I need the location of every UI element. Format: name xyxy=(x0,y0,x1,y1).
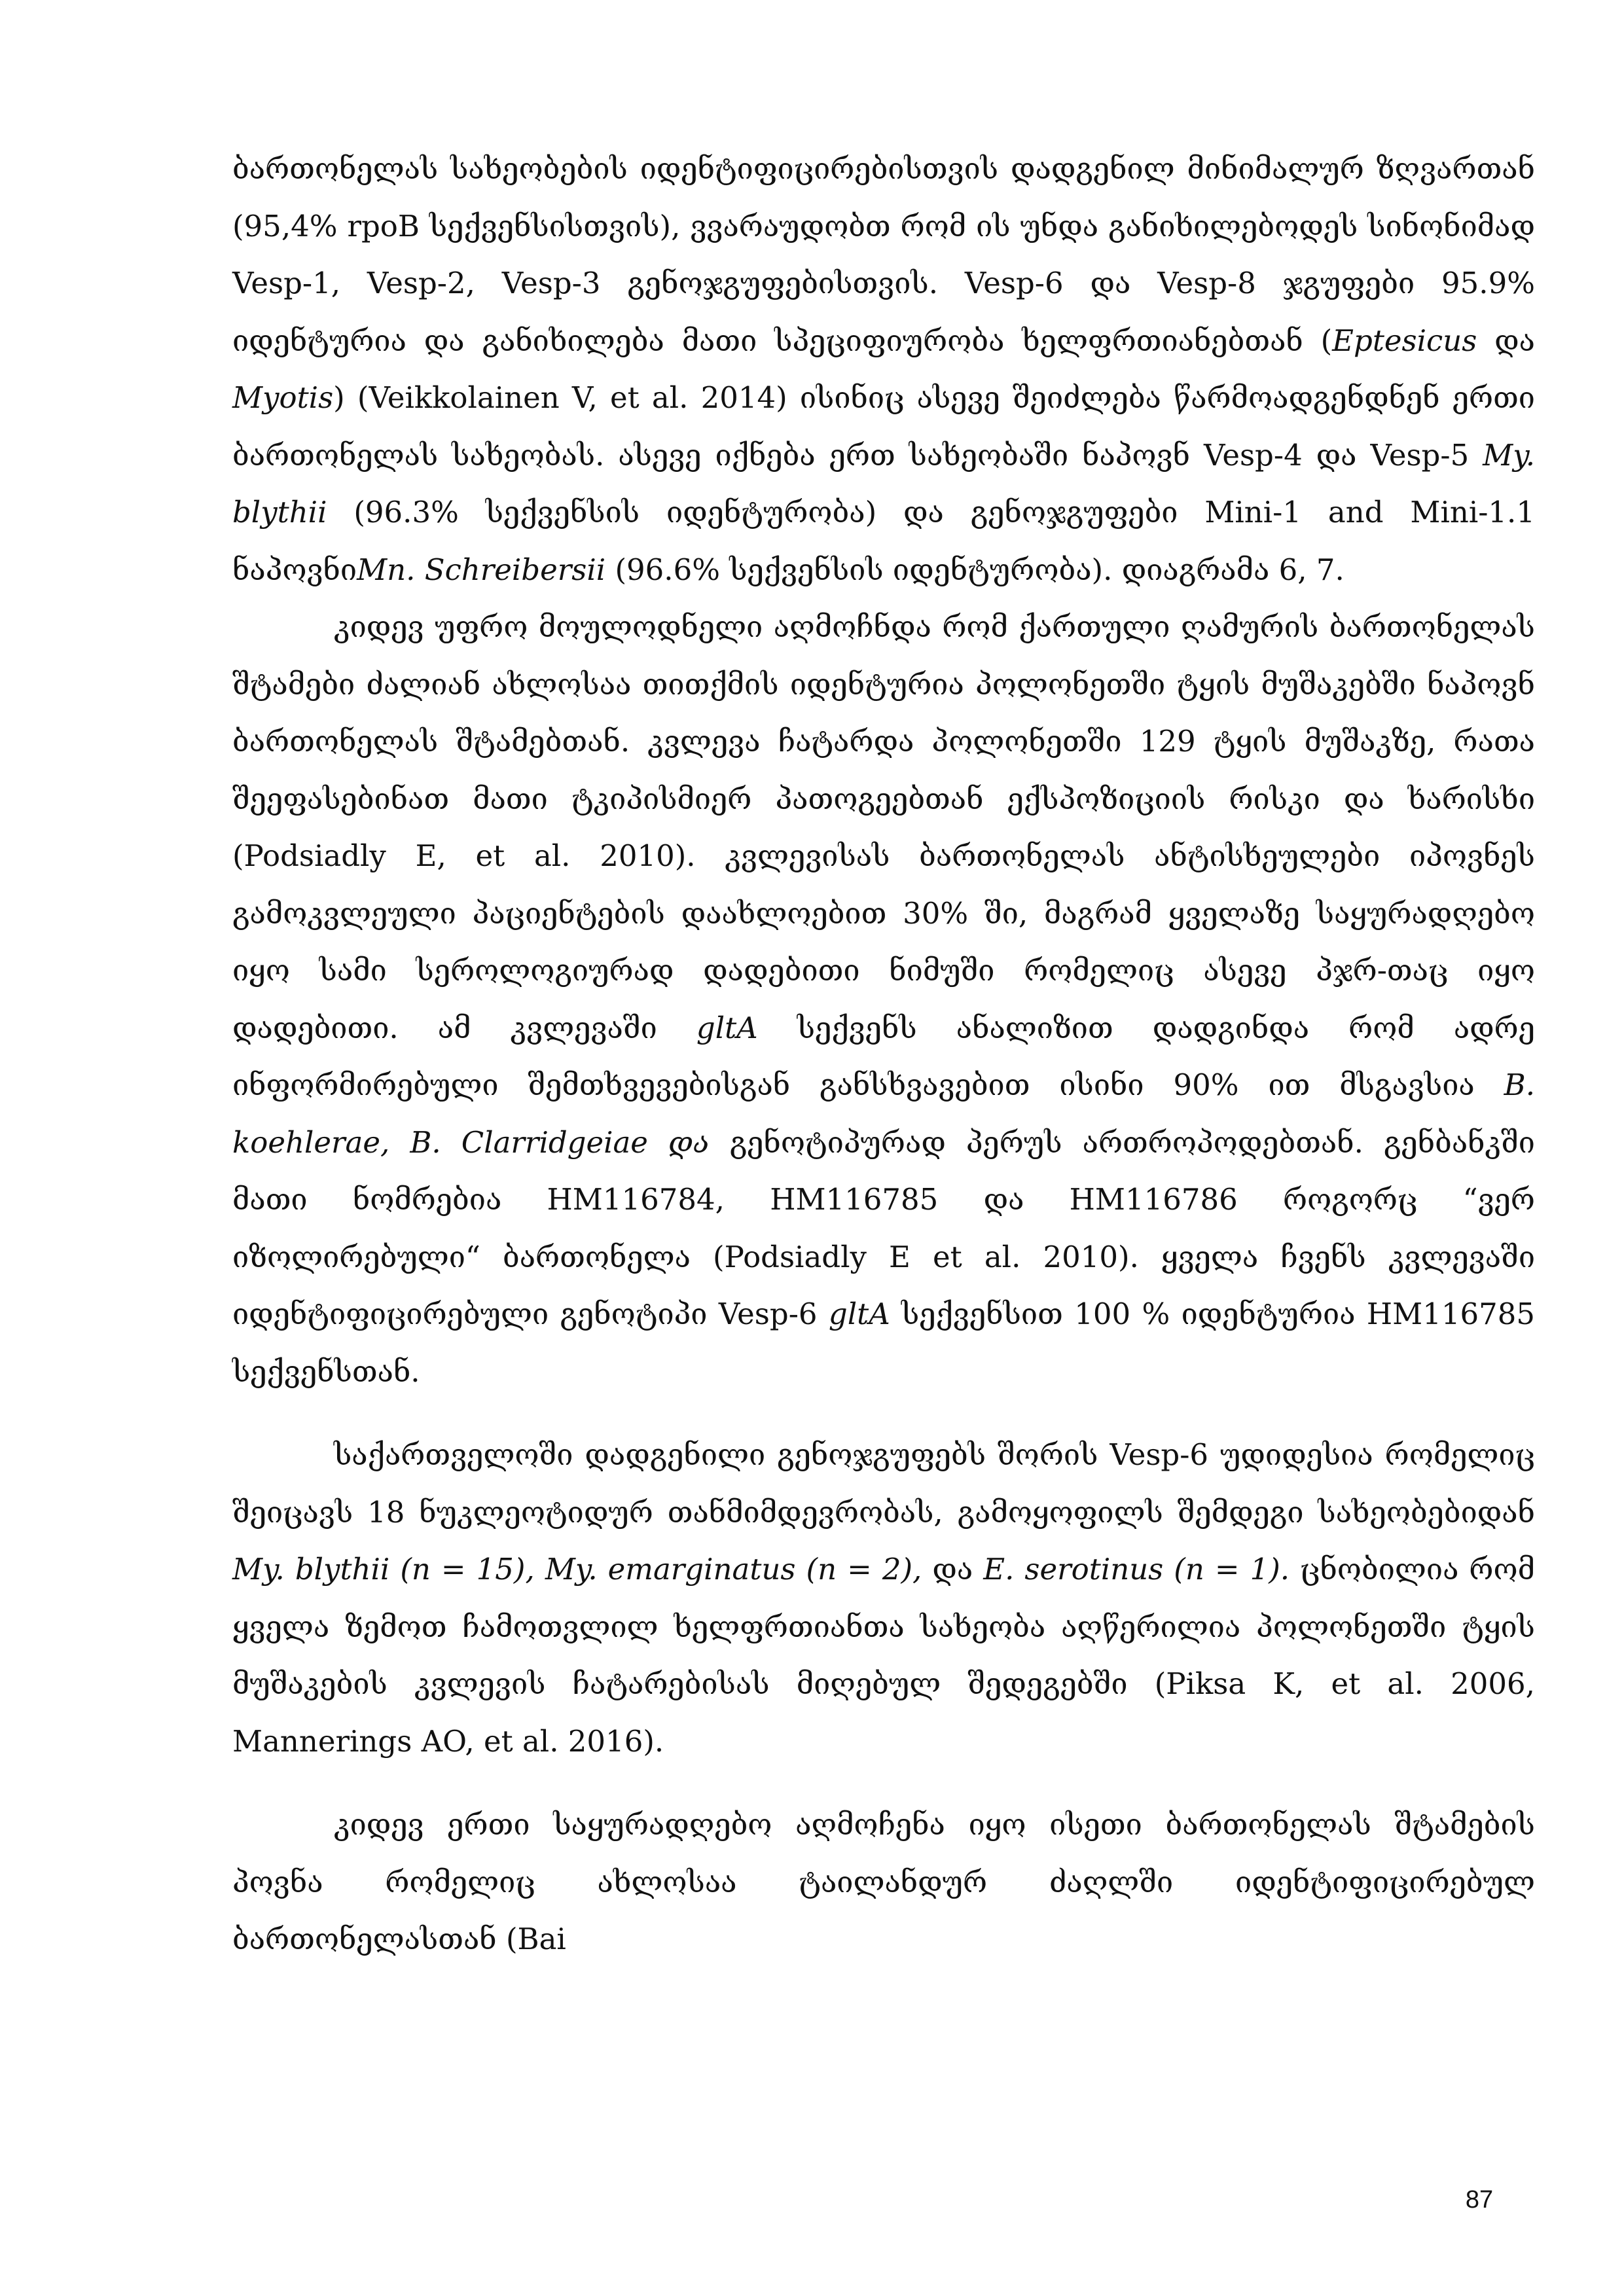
p1-seg-1: Eptesicus xyxy=(1332,323,1477,358)
paragraph-1 xyxy=(232,140,1535,598)
p1-seg-5: My. blythii xyxy=(232,437,1535,529)
paragraph-3 xyxy=(232,1426,1535,1770)
p2-seg-0: კიდევ უფრო მოულოდნელი აღმოჩნდა რომ ქართული ღამურის ბართონელას შტამები ძალიან ახლოსაა თითქმის იდენტურია პოლონეთში ტყის მუშაკებში ნაპოვნ ბართონელას შტამებთან. კვლევა ჩატარდა პოლონეთში 129 ტყის მუშაკზე, რათა შეეფასებინათ მათი ტკიპისმიერ პათოგეებთან ექსპოზიციის რისკი და ხარისხი (Podsiadly E, et al. 2010). კვლევისას ბართონელას ანტისხეულები იპოვნეს გამოკვლეული პაციენტების დაახლოებით 30% ში, მაგრამ ყველაზე საყურადღებო იყო სამი სეროლოგიურად დადებითი ნიმუში რომელიც ასევე პჯრ-თაც იყო დადებითი. ამ კვლევაში xyxy=(232,609,1535,1045)
p3-seg-3: E. serotinus (n = 1). xyxy=(983,1552,1290,1587)
p3-seg-0: საქართველოში დადგენილი გენოჯგუფებს შორის Vesp-6 უდიდესია რომელიც შეიცავს 18 ნუკლეოტიდურ თანმიმდევრობას, გამოყოფილს შემდეგი სახეობებიდან xyxy=(232,1437,1535,1530)
p1-seg-6: (96.3% სექვენსის იდენტურობა) და გენოჯგუფები Mini-1 and Mini-1.1 ნაპოვნი xyxy=(232,495,1535,587)
p2-seg-2: სექვენს ანალიზით დადგინდა რომ ადრე ინფორმირებული შემთხვევებისგან განსხვავებით ისინი 90% ით მსგავსია xyxy=(232,1010,1535,1102)
p2-seg-1: gltA xyxy=(696,1010,758,1045)
page-body xyxy=(232,140,1535,1968)
paragraph-2 xyxy=(232,598,1535,1400)
p1-seg-4: ) (Veikkolainen V, et al. 2014) ისინიც ასევე შეიძლება წარმოადგენდნენ ერთი ბართონელას სახეობას. ასევე იქნება ერთ სახეობაში ნაპოვნ Vesp-4 და Vesp-5 xyxy=(232,380,1535,473)
p3-seg-2: და xyxy=(922,1552,984,1587)
p2-seg-3: B. koehlerae, B. Clarridgeiae და xyxy=(232,1067,1535,1160)
p1-seg-7: Mn. Schreibersii xyxy=(357,552,606,587)
p3-seg-1: My. blythii (n = 15), My. emarginatus (n = 2), xyxy=(232,1552,922,1587)
p3-seg-4: ცნობილია რომ ყველა ზემოთ ჩამოთვლილ ხელფრთიანთა სახეობა აღწერილია პოლონეთში ტყის მუშაკების კვლევის ჩატარებისას მიღებულ შედეგებში (Piksa K, et al. 2006, Mannerings AO, et al. 2016). xyxy=(232,1552,1535,1759)
p1-seg-3: Myotis xyxy=(232,380,334,415)
p4-seg-0: კიდევ ერთი საყურადღებო აღმოჩენა იყო ისეთი ბართონელას შტამების პოვნა რომელიც ახლოსაა ტაილანდურ ძაღლში იდენტიფიცირებულ ბართონელასთან (Bai xyxy=(232,1807,1535,1956)
p1-seg-8: (96.6% სექვენსის იდენტურობა). დიაგრამა 6, 7. xyxy=(605,552,1344,587)
p1-seg-0: ბართონელას სახეობების იდენტიფიცირებისთვის დადგენილ მინიმალურ ზღვართან (95,4% rpoB სექვენსისთვის), ვვარაუდობთ რომ ის უნდა განიხილებოდეს სინონიმად Vesp-1, Vesp-2, Vesp-3 გენოჯგუფებისთვის. Vesp-6 და Vesp-8 ჯგუფები 95.9% იდენტურია და განიხილება მათი სპეციფიურობა ხელფრთიანებთან ( xyxy=(232,151,1535,358)
p2-seg-4: გენოტიპურად პერუს ართროპოდებთან. გენბანკში მათი ნომრებია HM116784, HM116785 და HM116786 როგორც “ვერ იზოლირებული“ ბართონელა (Podsiadly E et al. 2010). ყველა ჩვენს კვლევაში იდენტიფიცირებული გენოტიპი Vesp-6 xyxy=(232,1124,1535,1331)
p1-seg-2: და xyxy=(1477,323,1535,358)
p2-seg-5: gltA xyxy=(828,1297,890,1331)
p2-seg-6: სექვენსით 100 % იდენტურია HM116785 სექვენსთან. xyxy=(232,1297,1535,1389)
paragraph-4 xyxy=(232,1796,1535,1968)
page-number: 87 xyxy=(1465,2186,1494,2214)
